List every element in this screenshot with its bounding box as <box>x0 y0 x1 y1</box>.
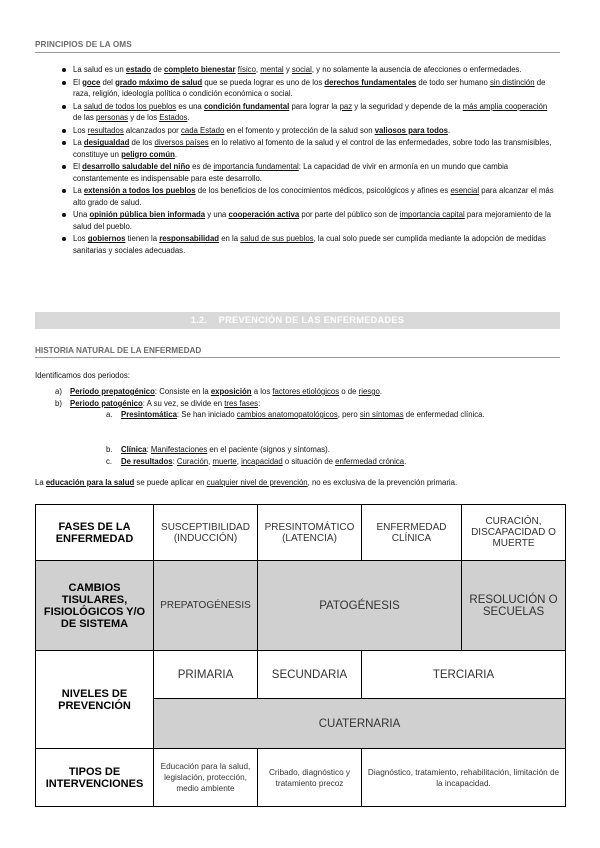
body-text: para mejoramiento de la salud del pueblo. <box>73 210 552 231</box>
emphasis-text: cambios anatomopatológicos <box>236 410 338 419</box>
body-text: : <box>172 457 177 466</box>
phase-label: c. <box>106 457 113 466</box>
emphasis-text: físico <box>237 65 256 74</box>
table-cell: RESOLUCIÓN O SECUELAS <box>462 561 566 651</box>
body-text: en lo relativo al fomento de la salud y el control de las enfermedades, sobre todo las transmisibles, constituye un <box>73 138 552 159</box>
body-text: : Se han iniciado <box>176 410 237 419</box>
emphasis-text: factores etiológicos <box>272 387 340 396</box>
subheading-rule <box>35 357 560 358</box>
bullet-icon <box>62 105 66 109</box>
emphasis-text: Curación <box>176 457 209 466</box>
bullet-icon <box>62 81 66 85</box>
emphasis-text: responsabilidad <box>159 234 220 244</box>
emphasis-text: importancia fundamental <box>213 162 299 172</box>
period-item <box>55 398 555 410</box>
bullet-icon <box>62 189 66 193</box>
table-cell: TERCIARIA <box>362 651 566 699</box>
emphasis-text: opinión pública bien informada <box>89 210 206 220</box>
period-label: a) <box>55 387 62 396</box>
body-text: El <box>73 162 83 172</box>
body-text: de todo ser humano <box>416 77 490 87</box>
body-text: Una <box>73 210 90 220</box>
list-item <box>35 125 560 136</box>
body-text: para lograr la <box>289 101 340 111</box>
emphasis-text: sin síntomas <box>359 410 404 419</box>
emphasis-text: enfermedad crónica <box>335 457 405 466</box>
emphasis-text: Periodo patogénico <box>70 399 143 408</box>
body-text: en el fomento y protección de la salud son <box>224 125 375 135</box>
body-text: La salud es un <box>73 65 126 74</box>
emphasis-text: tres fases <box>224 399 259 408</box>
emphasis-text: estado <box>125 65 152 74</box>
emphasis-text: salud de todos los pueblos <box>83 101 177 111</box>
table-cell: ENFERMEDAD CLÍNICA <box>362 505 462 561</box>
table-head-tipos: TIPOS DE INTERVENCIONES <box>36 749 154 807</box>
emphasis-text: diversos países <box>154 138 209 148</box>
body-text: de enfermedad clínica. <box>403 410 485 419</box>
body-text: , no es exclusiva de la prevención primaria. <box>307 478 458 487</box>
body-text: de raza, religión, ideología política o condición económica o social. <box>73 77 546 98</box>
bullet-icon <box>62 141 66 145</box>
list-item <box>35 161 560 184</box>
section-title: PREVENCIÓN DE LAS ENFERMEDADES <box>218 315 405 325</box>
body-text: . <box>404 457 407 466</box>
emphasis-text: peligro común <box>121 149 175 159</box>
body-text: . <box>379 387 383 396</box>
emphasis-text: personas <box>95 113 129 122</box>
body-text: es una <box>176 101 204 111</box>
table-cell: SUSCEPTIBILIDAD (INDUCCIÓN) <box>154 505 258 561</box>
body-text: o de <box>339 387 359 396</box>
emphasis-text: condición fundamental <box>203 101 290 111</box>
body-text: , <box>236 457 242 466</box>
table-cell: Cribado, diagnóstico y tratamiento precoz <box>258 749 362 807</box>
emphasis-text: muerte <box>212 457 237 466</box>
body-text: , la cual solo puede ser cumplida mediante la adopción de medidas sanitarias y sociales adecuadas. <box>73 234 546 255</box>
body-text: del <box>100 77 116 87</box>
body-text: tienen la <box>125 234 160 244</box>
body-text: de los beneficios de los conocimientos médicos, psicológicos y afines es <box>195 186 451 196</box>
emphasis-text: paz <box>339 101 353 111</box>
emphasis-text: derechos fundamentales <box>324 77 417 87</box>
body-text: : La capacidad de vivir en armonía en un mundo que cambia constantemente es indispensable para este desarrollo. <box>73 162 509 183</box>
body-text: : <box>258 399 261 408</box>
phase-item <box>106 444 527 456</box>
principles-list <box>35 64 560 257</box>
body-text: La <box>73 101 84 111</box>
section-heading-oms: PRINCIPIOS DE LA OMS <box>35 40 132 49</box>
body-text: para alcanzar el más alto grado de salud. <box>73 186 554 207</box>
table-cell: PATOGÉNESIS <box>258 561 462 651</box>
body-text: El <box>73 77 83 87</box>
education-note <box>35 477 535 489</box>
body-text: : <box>146 445 151 454</box>
body-text: de los <box>129 138 155 148</box>
body-text: o situación de <box>282 457 336 466</box>
body-text: y <box>283 65 292 74</box>
emphasis-text: valiosos para todos <box>374 125 448 135</box>
emphasis-text: Periodo prepatogénico <box>70 387 155 396</box>
body-text: de las <box>73 113 96 122</box>
section-number: 1.2. <box>190 315 208 325</box>
emphasis-text: De resultados <box>121 457 173 466</box>
body-text: : A su vez, se divide en <box>142 399 225 408</box>
body-text: La <box>35 478 46 487</box>
body-text: , y no solamente la ausencia de afecciones o enfermedades. <box>311 65 522 74</box>
body-text: : Consiste en la <box>154 387 211 396</box>
body-text: . <box>174 149 178 159</box>
table-cell: PREPATOGÉNESIS <box>154 561 258 651</box>
body-text: La <box>73 186 84 196</box>
emphasis-text: cualquier nivel de prevención <box>206 478 308 487</box>
body-text: Los <box>73 234 88 244</box>
table-row <box>36 651 566 699</box>
table-cell: CUATERNARIA <box>154 699 566 749</box>
table-cell: CURACIÓN, DISCAPACIDAD O MUERTE <box>462 505 566 561</box>
list-item <box>35 233 560 256</box>
body-text: y la seguridad y depende de la <box>352 101 463 111</box>
body-text: se puede aplicar en <box>134 478 207 487</box>
emphasis-text: sin distinción <box>489 77 535 87</box>
emphasis-text: desigualdad <box>83 138 130 148</box>
list-item <box>35 64 560 75</box>
phase-item <box>106 409 527 421</box>
table-cell: PRIMARIA <box>154 651 258 699</box>
table-head-niveles: NIVELES DE PREVENCIÓN <box>36 651 154 749</box>
body-text: es de <box>190 162 214 172</box>
emphasis-text: mental <box>260 65 284 74</box>
bullet-icon <box>62 129 66 133</box>
list-item <box>35 137 560 160</box>
period-label: b) <box>55 399 62 408</box>
emphasis-text: importancia capital <box>399 210 465 220</box>
body-text: , <box>208 457 213 466</box>
table-cell: Diagnóstico, tratamiento, rehabilitación, limitación de la incapacidad. <box>362 749 566 807</box>
table-cell: SECUNDARIA <box>258 651 362 699</box>
body-text: que se pueda lograr es uno de los <box>202 77 325 87</box>
bullet-icon <box>62 68 66 72</box>
emphasis-text: cooperación activa <box>228 210 300 220</box>
emphasis-text: Presintomática <box>121 410 177 419</box>
list-item <box>35 101 560 124</box>
bullet-icon <box>62 213 66 217</box>
table-head-cambios: CAMBIOS TISULARES, FISIOLÓGICOS Y/O DE SISTEMA <box>36 561 154 651</box>
body-text: en el paciente (signos y síntomas). <box>207 445 330 454</box>
body-text: Los <box>73 125 88 135</box>
table-row <box>36 561 566 651</box>
emphasis-text: riesgo <box>358 387 380 396</box>
emphasis-text: resultados <box>87 125 124 135</box>
period-item <box>55 386 555 398</box>
body-text: , <box>255 65 261 74</box>
emphasis-text: goce <box>82 77 101 87</box>
table-row <box>36 749 566 807</box>
body-text: por parte del público son de <box>299 210 400 220</box>
emphasis-text: social <box>291 65 312 74</box>
table-cell: PRESINTOMÁTICO (LATENCIA) <box>258 505 362 561</box>
emphasis-text: esencial <box>450 186 480 196</box>
emphasis-text: educación para la salud <box>45 478 135 487</box>
phase-item <box>106 456 527 468</box>
table-row <box>36 505 566 561</box>
body-text: . <box>447 125 451 135</box>
bullet-icon <box>62 165 66 169</box>
body-text: La <box>73 138 84 148</box>
emphasis-text: Manifestaciones <box>150 445 208 454</box>
list-item <box>35 77 560 100</box>
emphasis-text: exposición <box>210 387 252 396</box>
table-cell: Educación para la salud, legislación, protección, medio ambiente <box>154 749 258 807</box>
emphasis-text: incapacidad <box>241 457 283 466</box>
body-text: . <box>187 113 190 122</box>
emphasis-text: extensión a todos los pueblos <box>83 186 196 196</box>
section-band <box>35 312 560 329</box>
intro-text: Identificamos dos periodos: <box>35 371 130 380</box>
emphasis-text: gobiernos <box>87 234 126 244</box>
disease-phases-table <box>35 504 566 807</box>
list-item <box>35 185 560 208</box>
phase-label: a. <box>106 410 113 419</box>
body-text: en la <box>219 234 241 244</box>
emphasis-text: salud de sus pueblos <box>240 234 314 244</box>
bullet-icon <box>62 237 66 241</box>
body-text: a los <box>251 387 273 396</box>
body-text: alcanzados por <box>123 125 181 135</box>
body-text: y una <box>205 210 229 220</box>
body-text: y de los <box>128 113 160 122</box>
table-head-fases: FASES DE LA ENFERMEDAD <box>36 505 154 561</box>
emphasis-text: grado máximo de salud <box>115 77 203 87</box>
emphasis-text: más amplia cooperación <box>462 101 548 111</box>
emphasis-text: Estados <box>159 113 188 122</box>
emphasis-text: Clínica <box>121 445 147 454</box>
heading-rule <box>35 52 560 53</box>
body-text: , pero <box>337 410 360 419</box>
emphasis-text: cada Estado <box>180 125 225 135</box>
list-item <box>35 209 560 232</box>
subheading-historia: HISTORIA NATURAL DE LA ENFERMEDAD <box>35 346 202 355</box>
emphasis-text: desarrollo saludable del niño <box>82 162 190 172</box>
body-text: de <box>151 65 165 74</box>
emphasis-text: completo bienestar <box>164 65 236 74</box>
phase-label: b. <box>106 445 113 454</box>
